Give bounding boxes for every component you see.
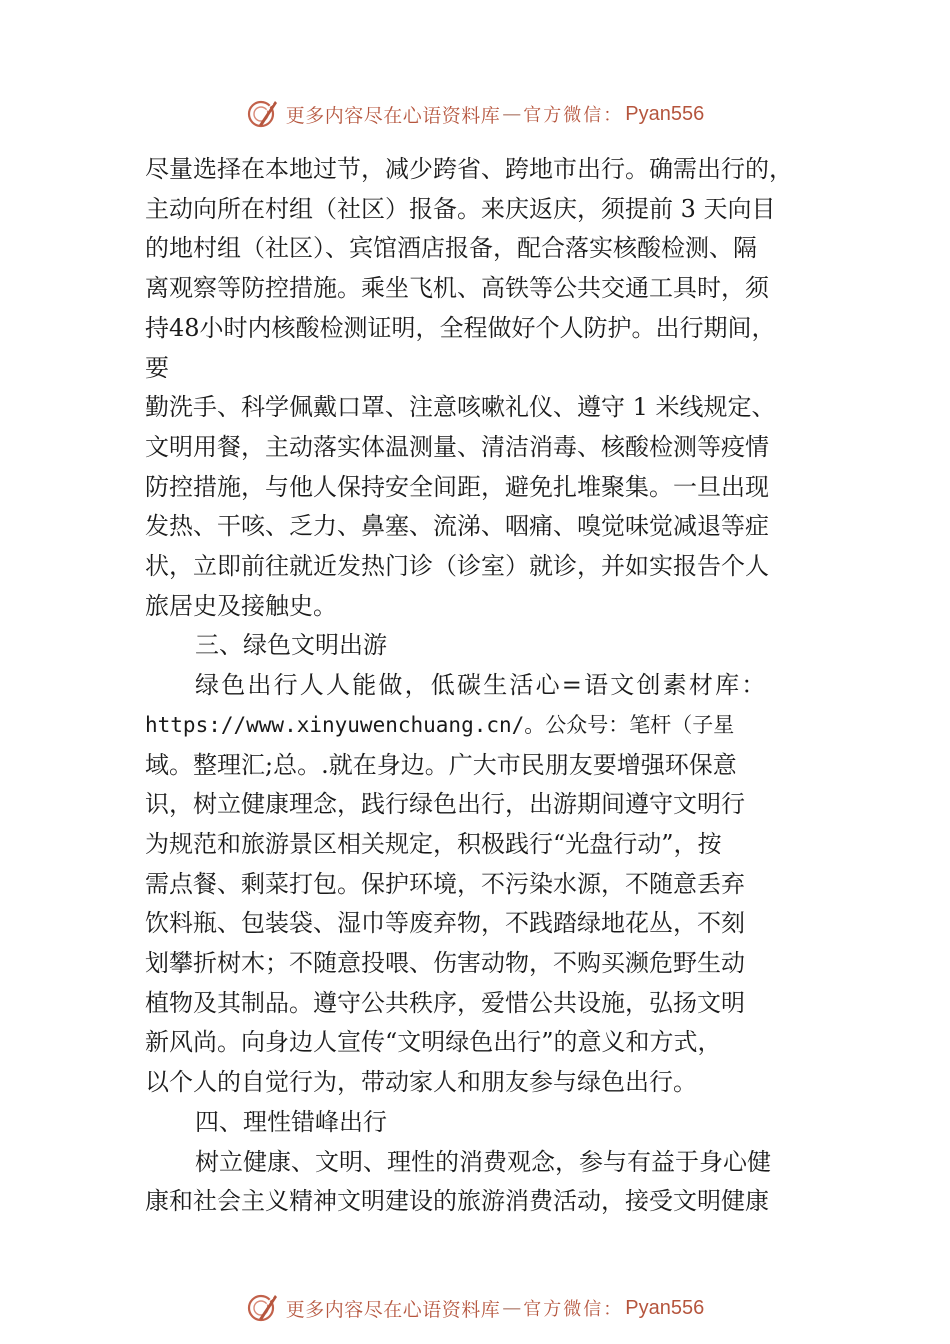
- paragraph-line: 发热、干咳、乏力、鼻塞、流涕、咽痛、嗅觉味觉减退等症: [145, 512, 769, 540]
- paragraph-line: 识，树立健康理念，践行绿色出行，出游期间遵守文明行: [145, 790, 745, 818]
- quill-pen-logo-icon: [246, 1291, 280, 1325]
- paragraph-line: 持48小时内核酸检测证明，全程做好个人防护。出行期间，: [145, 314, 776, 342]
- banner-dash: —: [502, 1297, 522, 1319]
- banner-brand-text: 更多内容尽在心语资料库: [285, 104, 501, 127]
- paragraph-line: 离观察等防控措施。乘坐飞机、高铁等公共交通工具时，须: [145, 274, 769, 302]
- banner-brand-text: 更多内容尽在心语资料库: [285, 1298, 501, 1321]
- footer-banner: [0, 1288, 950, 1328]
- paragraph-line: 新风尚。向身边人宣传“文明绿色出行”的意义和方式，: [145, 1028, 722, 1056]
- header-banner: [0, 94, 950, 134]
- paragraph-line: 文明用餐，主动落实体温测量、清洁消毒、核酸检测等疫情: [145, 433, 769, 461]
- paragraph-line: 状，立即前往就近发热门诊（诊室）就诊，并如实报告个人: [145, 552, 769, 580]
- paragraph-line: 康和社会主义精神文明建设的旅游消费活动，接受文明健康: [145, 1187, 769, 1215]
- banner-dash: —: [502, 103, 522, 125]
- paragraph-line: 划攀折树木；不随意投喂、伤害动物，不购买濒危野生动: [145, 949, 745, 977]
- paragraph-line: 域。整理汇;总。.就在身边。广大市民朋友要增强环保意: [145, 751, 737, 779]
- banner-wechat-handle: Pyan556: [625, 102, 705, 125]
- paragraph-line: 防控措施，与他人保持安全间距，避免扎堆聚集。一旦出现: [145, 473, 769, 501]
- paragraph-line: 饮料瓶、包装袋、湿巾等废弃物，不践踏绿地花丛，不刻: [145, 909, 745, 937]
- paragraph-line-indented: 绿色出行人人能做，低碳生活心=语文创素材库：: [195, 671, 768, 699]
- quill-pen-logo-icon: [246, 97, 280, 131]
- banner-wechat-label: 官方微信：: [523, 105, 624, 126]
- paragraph-line: 为规范和旅游景区相关规定，积极践行“光盘行动”，按: [145, 830, 722, 858]
- paragraph-line: 旅居史及接触史。: [145, 592, 337, 620]
- paragraph-line: 以个人的自觉行为，带动家人和朋友参与绿色出行。: [145, 1068, 697, 1096]
- paragraph-line: 主动向所在村组（社区）报备。来庆返庆，须提前 3 天向目: [145, 195, 776, 223]
- paragraph-line-indented: 三、绿色文明出游: [195, 631, 387, 659]
- paragraph-line: 植物及其制品。遵守公共秩序，爱惜公共设施，弘扬文明: [145, 989, 745, 1017]
- paragraph-line: 要: [145, 354, 169, 382]
- paragraph-line: 勤洗手、科学佩戴口罩、注意咳嗽礼仪、遵守 1 米线规定、: [145, 393, 776, 421]
- banner-wechat-label: 官方微信：: [523, 1299, 624, 1320]
- paragraph-line: 尽量选择在本地过节，减少跨省、跨地市出行。确需出行的，: [145, 155, 793, 183]
- paragraph-line: 的地村组（社区）、宾馆酒店报备，配合落实核酸检测、隔: [145, 234, 757, 262]
- paragraph-line: https://www.xinyuwenchuang.cn/。公众号：笔杆（子星: [145, 713, 735, 737]
- paragraph-line: 需点餐、剩菜打包。保护环境，不污染水源，不随意丢弃: [145, 870, 745, 898]
- paragraph-line-indented: 树立健康、文明、理性的消费观念，参与有益于身心健: [195, 1148, 771, 1176]
- paragraph-line-indented: 四、理性错峰出行: [195, 1108, 387, 1136]
- banner-wechat-handle: Pyan556: [625, 1296, 705, 1319]
